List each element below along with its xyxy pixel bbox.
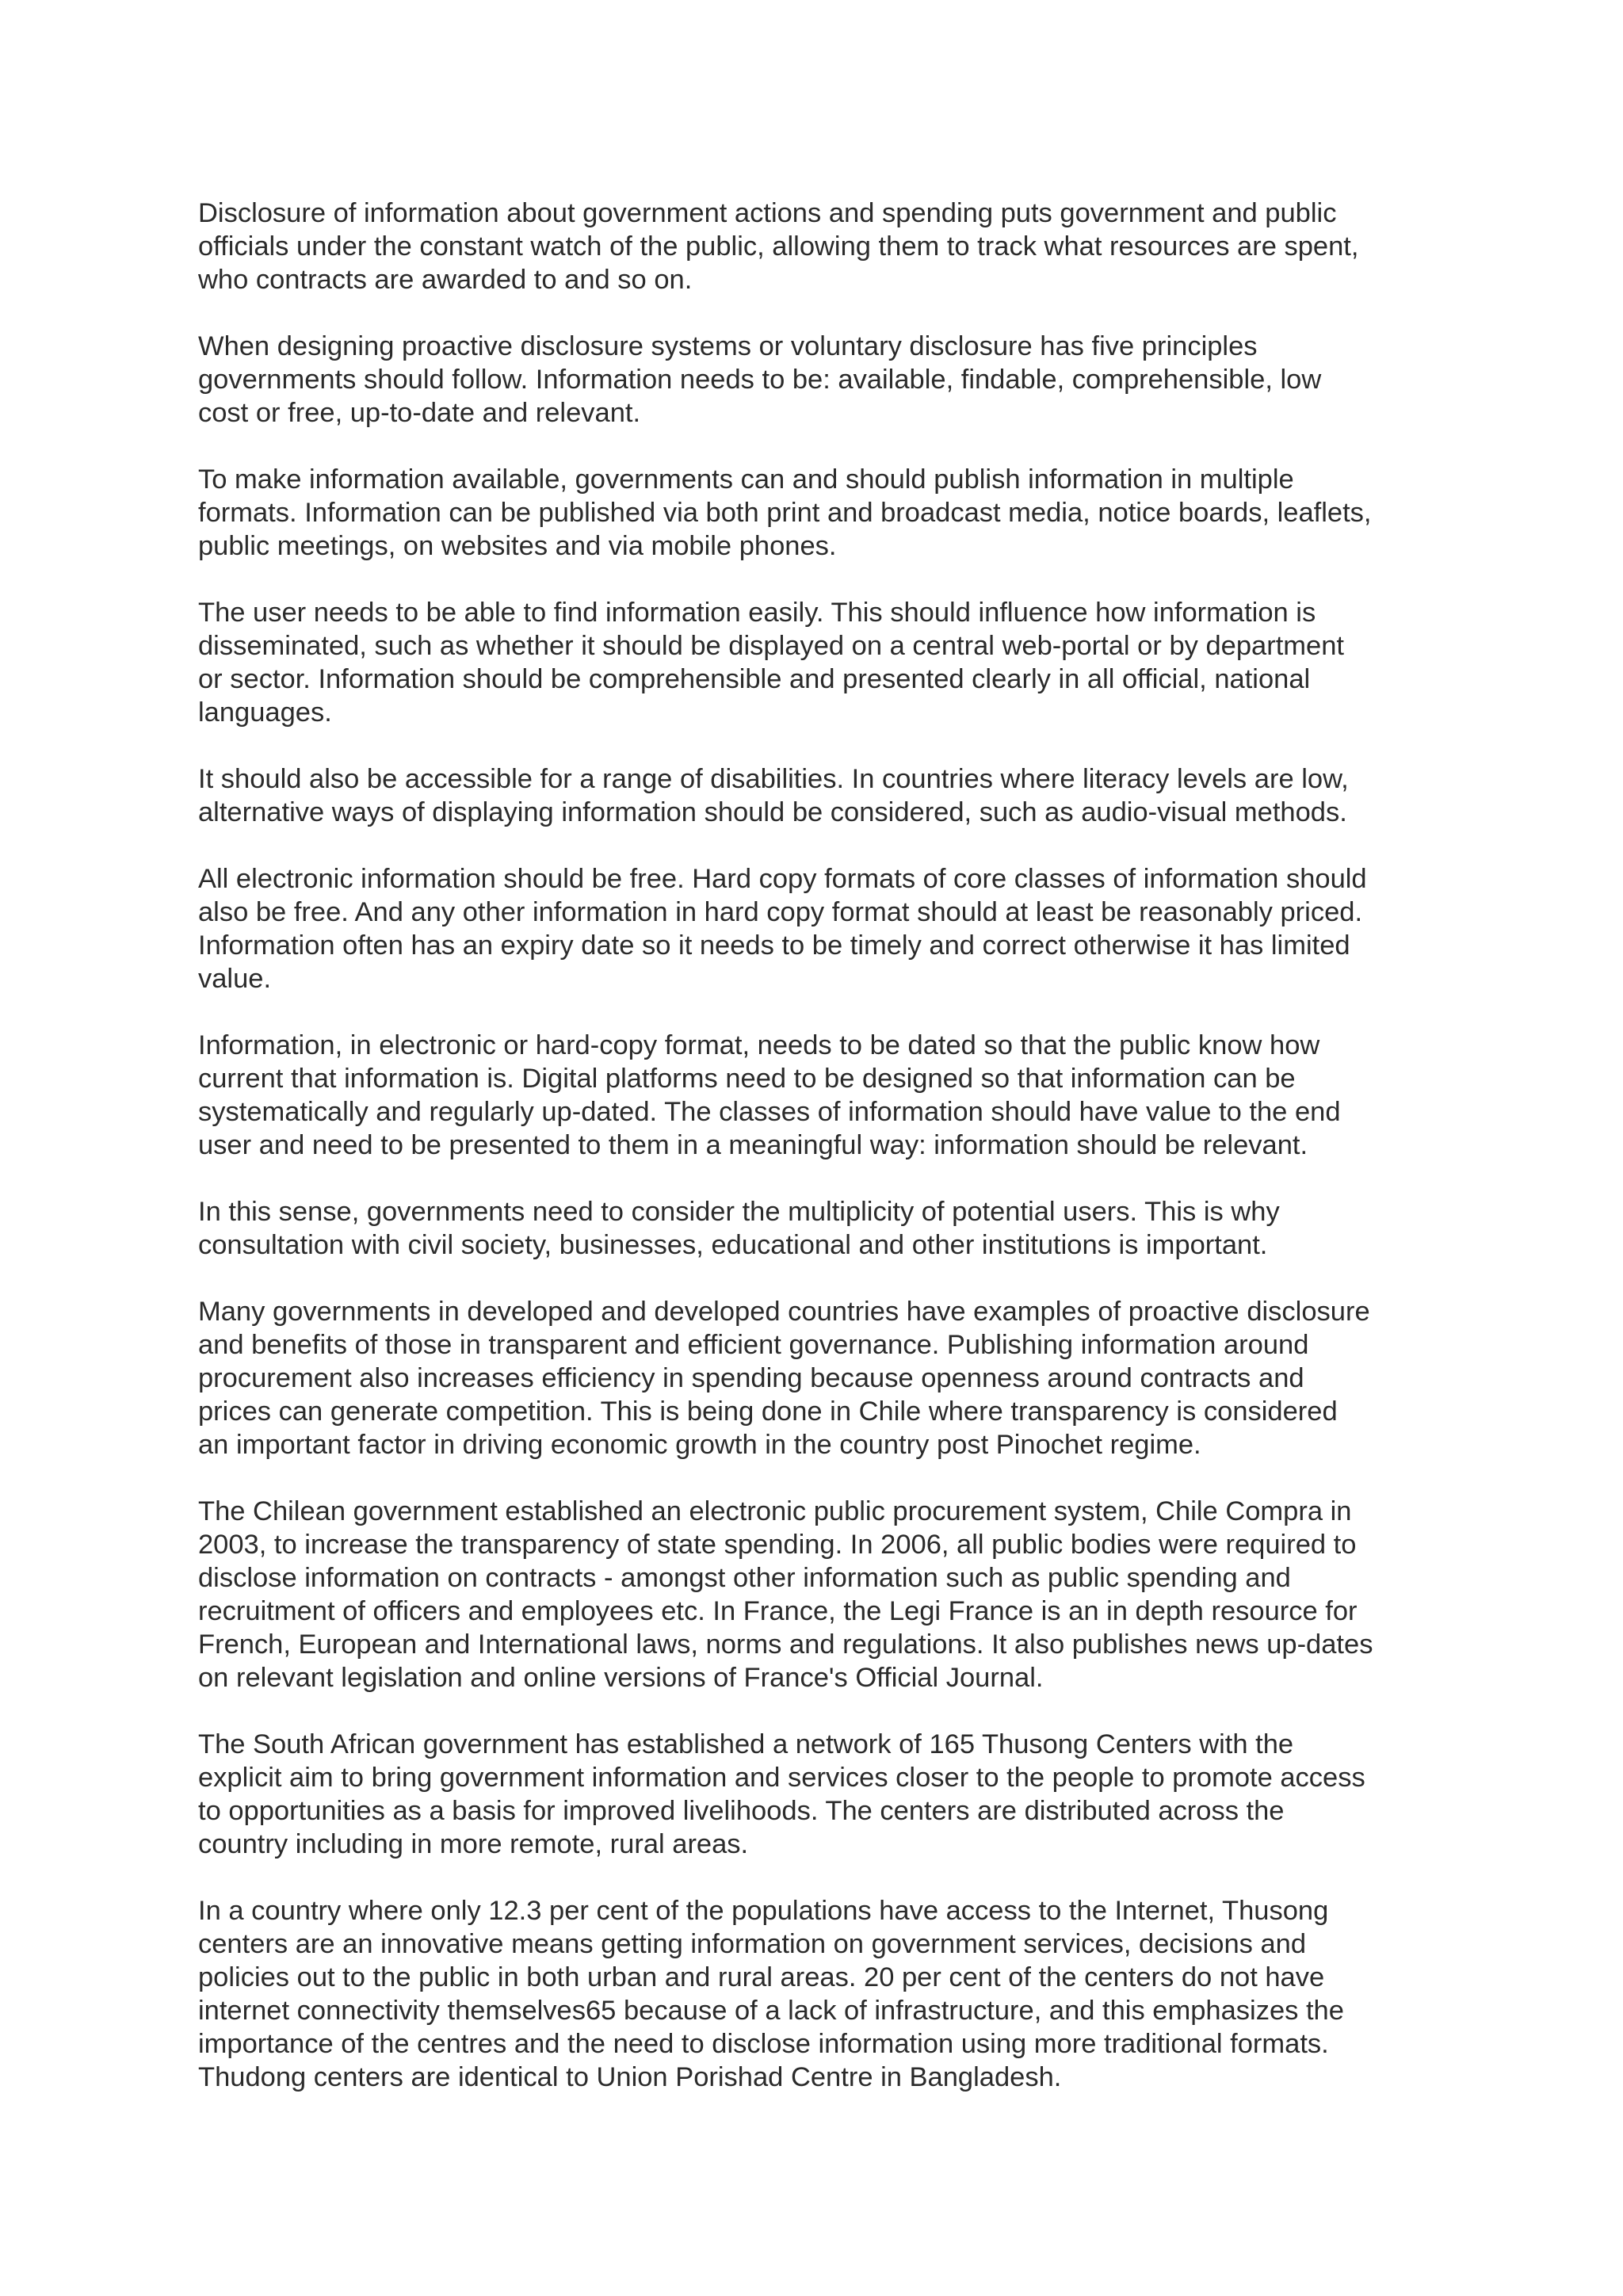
paragraph-line: country including in more remote, rural areas.: [198, 1829, 749, 1859]
paragraph-line: 2003, to increase the transparency of state spending. In 2006, all public bodies were required to: [198, 1530, 1357, 1560]
paragraph: [198, 330, 1434, 430]
paragraph-line: on relevant legislation and online versions of France's Official Journal.: [198, 1663, 1044, 1693]
paragraph-line: value.: [198, 964, 272, 994]
paragraph-line: All electronic information should be free. Hard copy formats of core classes of information should: [198, 864, 1367, 894]
paragraph-line: explicit aim to bring government information and services closer to the people to promote access: [198, 1763, 1365, 1793]
paragraph-line: and benefits of those in transparent and efficient governance. Publishing information around: [198, 1330, 1309, 1360]
paragraph-line: disseminated, such as whether it should be displayed on a central web-portal or by department: [198, 631, 1344, 661]
paragraph-line: Disclosure of information about government actions and spending puts government and public: [198, 198, 1337, 228]
paragraph-line: languages.: [198, 697, 332, 728]
paragraph-line: centers are an innovative means getting information on government services, decisions and: [198, 1929, 1307, 1959]
paragraph-line: disclose information on contracts - amongst other information such as public spending and: [198, 1563, 1291, 1593]
paragraph: [198, 1195, 1434, 1262]
paragraph-line: current that information is. Digital platforms need to be designed so that information can be: [198, 1064, 1296, 1094]
paragraph-line: To make information available, governments can and should publish information in multiple: [198, 464, 1294, 495]
paragraph-line: public meetings, on websites and via mobile phones.: [198, 531, 837, 561]
paragraph-line: also be free. And any other information in hard copy format should at least be reasonably priced.: [198, 897, 1363, 927]
paragraph-line: The South African government has established a network of 165 Thusong Centers with the: [198, 1729, 1294, 1759]
paragraph-line: systematically and regularly up-dated. The classes of information should have value to the end: [198, 1097, 1341, 1127]
paragraph-line: Thudong centers are identical to Union Porishad Centre in Bangladesh.: [198, 2062, 1062, 2092]
paragraph-line: recruitment of officers and employees etc. In France, the Legi France is an in depth resource for: [198, 1596, 1358, 1626]
paragraph-line: The user needs to be able to find information easily. This should influence how information is: [198, 598, 1316, 628]
paragraph-line: internet connectivity themselves65 because of a lack of infrastructure, and this emphasizes the: [198, 1996, 1344, 2026]
paragraph-line: alternative ways of displaying information should be considered, such as audio-visual methods.: [198, 797, 1347, 827]
paragraph-line: governments should follow. Information needs to be: available, findable, comprehensible, low: [198, 365, 1322, 395]
paragraph-line: who contracts are awarded to and so on.: [198, 265, 693, 295]
paragraph-line: Information often has an expiry date so it needs to be timely and correct otherwise it has limited: [198, 930, 1350, 961]
paragraph-line: It should also be accessible for a range of disabilities. In countries where literacy levels are low,: [198, 764, 1349, 794]
paragraph: [198, 463, 1434, 563]
paragraph: [198, 1894, 1434, 2094]
paragraph-line: Information, in electronic or hard-copy format, needs to be dated so that the public know how: [198, 1030, 1320, 1060]
document-body: [198, 197, 1434, 2127]
paragraph-line: or sector. Information should be comprehensible and presented clearly in all official, national: [198, 664, 1311, 694]
paragraph-line: consultation with civil society, businesses, educational and other institutions is important.: [198, 1230, 1268, 1260]
paragraph: [198, 1295, 1434, 1461]
paragraph-line: When designing proactive disclosure systems or voluntary disclosure has five principles: [198, 331, 1258, 361]
paragraph-line: prices can generate competition. This is being done in Chile where transparency is considered: [198, 1396, 1338, 1427]
paragraph: [198, 1495, 1434, 1694]
paragraph-line: officials under the constant watch of the public, allowing them to track what resources are spent,: [198, 231, 1359, 262]
paragraph: [198, 762, 1434, 829]
paragraph-line: user and need to be presented to them in a meaningful way: information should be relevant.: [198, 1130, 1308, 1160]
paragraph-line: procurement also increases efficiency in spending because openness around contracts and: [198, 1363, 1304, 1393]
paragraph-line: formats. Information can be published via both print and broadcast media, notice boards, leaflets,: [198, 498, 1372, 528]
paragraph-line: French, European and International laws, norms and regulations. It also publishes news up-dates: [198, 1629, 1373, 1660]
paragraph: [198, 1728, 1434, 1861]
paragraph-line: cost or free, up-to-date and relevant.: [198, 398, 641, 428]
paragraph-line: The Chilean government established an electronic public procurement system, Chile Compra in: [198, 1496, 1352, 1526]
paragraph: [198, 197, 1434, 296]
paragraph: [198, 596, 1434, 729]
paragraph-line: In this sense, governments need to consider the multiplicity of potential users. This is why: [198, 1197, 1280, 1227]
paragraph-line: In a country where only 12.3 per cent of the populations have access to the Internet, Thusong: [198, 1896, 1329, 1926]
paragraph-line: importance of the centres and the need to disclose information using more traditional formats.: [198, 2029, 1329, 2059]
paragraph-line: an important factor in driving economic growth in the country post Pinochet regime.: [198, 1430, 1201, 1460]
paragraph: [198, 862, 1434, 995]
paragraph: [198, 1029, 1434, 1162]
paragraph-line: policies out to the public in both urban and rural areas. 20 per cent of the centers do not have: [198, 1962, 1325, 1992]
paragraph-line: Many governments in developed and developed countries have examples of proactive disclosure: [198, 1297, 1370, 1327]
paragraph-line: to opportunities as a basis for improved livelihoods. The centers are distributed across the: [198, 1796, 1285, 1826]
